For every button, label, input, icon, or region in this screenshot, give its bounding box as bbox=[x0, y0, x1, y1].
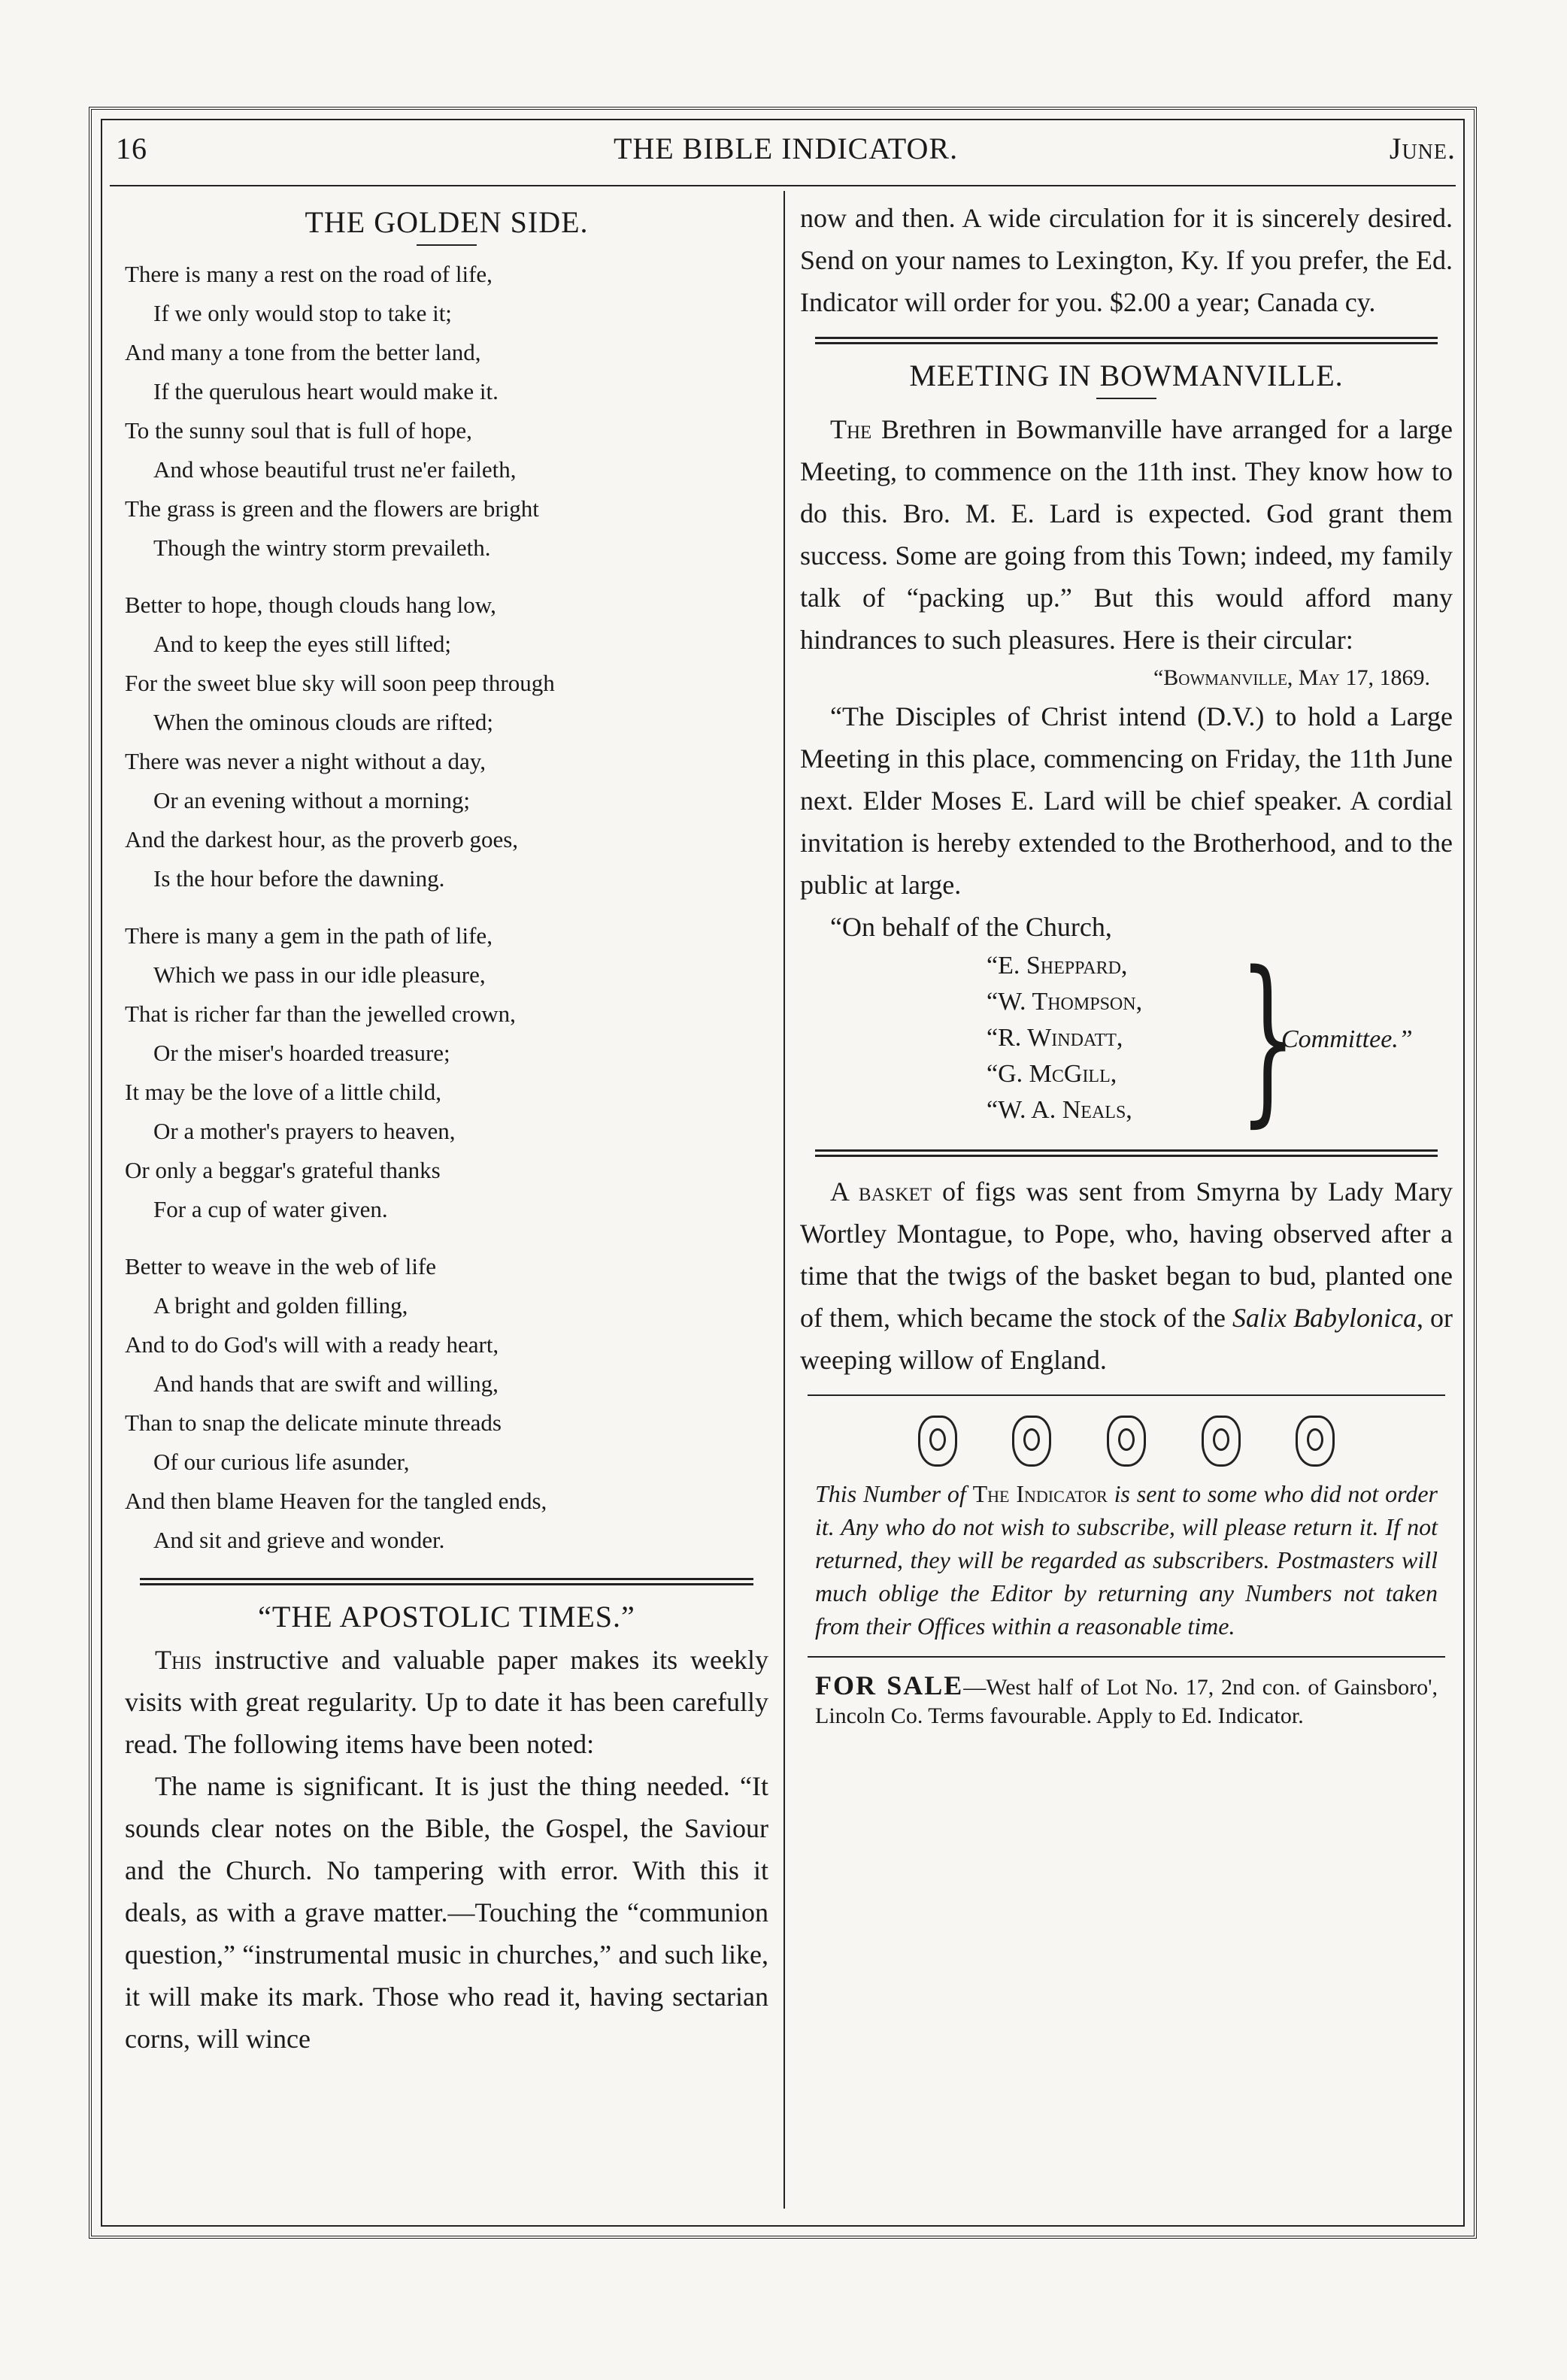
drop-word: The bbox=[830, 414, 872, 444]
brace-icon: } bbox=[1239, 933, 1297, 1143]
meeting-paragraph bbox=[800, 408, 1453, 661]
continuation-text: now and then. A wide circulation for it is sincerely desired. Send on your names to Lexington, Ky. If you prefer, the Ed. Indicator will order for you. $2.00 a year; Canada cy. bbox=[800, 203, 1453, 317]
meeting-title: MEETING IN BOWMANVILLE. bbox=[909, 359, 1344, 392]
page-frame bbox=[89, 107, 1477, 2239]
for-sale-ad bbox=[800, 1671, 1453, 1730]
left-column bbox=[125, 197, 768, 2060]
title-rule bbox=[1096, 398, 1156, 399]
poem-line: And many a tone from the better land, bbox=[125, 339, 481, 365]
committee-signatures bbox=[800, 933, 1453, 1143]
poem-line: And to do God's will with a ready heart, bbox=[125, 1331, 499, 1358]
column-divider bbox=[784, 191, 785, 2209]
poem-line: Which we pass in our idle pleasure, bbox=[153, 961, 486, 988]
poem-line: If the querulous heart would make it. bbox=[153, 378, 499, 404]
poem-body bbox=[125, 255, 768, 1560]
hand-bell-icon bbox=[1107, 1416, 1146, 1467]
poem-line: And then blame Heaven for the tangled ends, bbox=[125, 1488, 547, 1514]
hand-bell-icon bbox=[1296, 1416, 1335, 1467]
drop-word: A basket bbox=[830, 1176, 932, 1207]
ad-text: —West half of Lot No. 17, 2nd con. of Gainsboro', Lincoln Co. Terms favourable. Apply to Ed. Indicator. bbox=[815, 1675, 1438, 1728]
poem-title: THE GOLDEN SIDE. bbox=[305, 205, 589, 239]
figs-paragraph bbox=[800, 1170, 1453, 1381]
poem-line: For the sweet blue sky will soon peep through bbox=[125, 670, 555, 696]
page-number: 16 bbox=[116, 132, 147, 165]
apostolic-title: “THE APOSTOLIC TIMES.” bbox=[258, 1600, 635, 1634]
committee-member: “W. A. Neals, bbox=[987, 1096, 1132, 1124]
notice-text: This Number of bbox=[815, 1480, 973, 1507]
right-column bbox=[800, 197, 1453, 1730]
poem-line: A bright and golden filling, bbox=[153, 1292, 408, 1319]
poem-line: When the ominous clouds are rifted; bbox=[153, 709, 493, 735]
committee-names bbox=[987, 948, 1142, 1128]
paragraph-tail: , or weeping willow of England. bbox=[800, 1303, 1453, 1375]
poem-line: And to keep the eyes still lifted; bbox=[153, 631, 452, 657]
poem-line: Of our curious life asunder, bbox=[153, 1449, 410, 1475]
section-divider bbox=[140, 1578, 753, 1585]
poem-line: There is many a gem in the path of life, bbox=[125, 922, 493, 949]
title-rule bbox=[417, 244, 477, 246]
poem-stanza bbox=[125, 586, 768, 898]
apostolic-paragraph-1 bbox=[125, 1639, 768, 1765]
circular-text: “The Disciples of Christ intend (D.V.) to hold a Large Meeting in this place, commencing on Friday, the 11th June next. Elder Moses E. Lard will be chief speaker. A cordial invitation is hereby extended to the Brotherhood, and to the public at large. bbox=[800, 701, 1453, 900]
poem-line: Is the hour before the dawning. bbox=[153, 865, 445, 892]
header-rule bbox=[110, 185, 1456, 186]
ad-heading: FOR SALE bbox=[815, 1670, 964, 1700]
notice-text: is sent to some who did not order it. Any who do not wish to subscribe, will please return it. If not returned, they will be regarded as subscribers. Postmasters will much oblige the Editor by returning any Numbers not taken from their Offices within a reasonable time. bbox=[815, 1480, 1438, 1640]
committee-label: Committee.” bbox=[1281, 1025, 1413, 1053]
figs-item bbox=[800, 1170, 1453, 1381]
poem-line: And whose beautiful trust ne'er faileth, bbox=[153, 456, 517, 483]
poem-line: And hands that are swift and willing, bbox=[153, 1370, 499, 1397]
hand-bell-icon bbox=[1202, 1416, 1241, 1467]
poem-line: Though the wintry storm prevaileth. bbox=[153, 534, 491, 561]
circular-behalf: “On behalf of the Church, bbox=[830, 912, 1112, 942]
poem-line: That is richer far than the jewelled crown, bbox=[125, 1001, 516, 1027]
poem-line: To the sunny soul that is full of hope, bbox=[125, 417, 472, 444]
poem-line: Or only a beggar's grateful thanks bbox=[125, 1157, 441, 1183]
apostolic-continuation bbox=[800, 197, 1453, 323]
apostolic-body bbox=[125, 1639, 768, 2060]
subscriber-notice bbox=[800, 1477, 1453, 1643]
poem-line: Than to snap the delicate minute threads bbox=[125, 1410, 502, 1436]
circular-body bbox=[800, 695, 1453, 948]
notice-name: The Indicator bbox=[972, 1480, 1108, 1507]
hand-bell-icon bbox=[1012, 1416, 1051, 1467]
poem-line: There was never a night without a day, bbox=[125, 748, 486, 774]
apostolic-paragraph-2: The name is significant. It is just the thing needed. “It sounds clear notes on the Bible, the Gospel, the Saviour and the Church. No tampering with error. With this it deals, as with a grave matter.—Touching the “communion question,” “instrumental music in churches,” and such like, it will make its mark. Those who read it, having sectarian corns, will wince bbox=[125, 1771, 768, 2054]
paragraph-text: instructive and valuable paper makes its weekly visits with great regularity. Up to date it has been carefully read. The following items have been noted: bbox=[125, 1645, 768, 1759]
committee-member: “W. Thompson, bbox=[987, 988, 1143, 1016]
latin-name: Salix Babylonica bbox=[1232, 1303, 1417, 1333]
paragraph-text: Brethren in Bowmanville have arranged for a large Meeting, to commence on the 11th inst. They know how to do this. Bro. M. E. Lard is expected. God grant them success. Some are going from this Town; indeed, my family talk of “packing up.” But this would afford many hindrances to such pleasures. Here is their circular: bbox=[800, 414, 1453, 655]
paragraph-text: of figs was sent from Smyrna by Lady Mary Wortley Montague, to Pope, who, having observed after a time that the twigs of the basket began to bud, planted one of them, which became the stock of the bbox=[800, 1176, 1453, 1333]
poem-line: If we only would stop to take it; bbox=[153, 300, 452, 326]
poem-line: Or the miser's hoarded treasure; bbox=[153, 1040, 450, 1066]
poem-line: Better to weave in the web of life bbox=[125, 1253, 437, 1279]
poem-line: There is many a rest on the road of life, bbox=[125, 261, 493, 287]
committee-member: “E. Sheppard, bbox=[987, 952, 1128, 980]
drop-word: This bbox=[155, 1645, 202, 1675]
publication-title: THE BIBLE INDICATOR. bbox=[613, 132, 959, 165]
ornament-row bbox=[800, 1416, 1453, 1467]
issue-month: June. bbox=[1389, 132, 1456, 165]
meeting-body bbox=[800, 408, 1453, 661]
poem-line: Better to hope, though clouds hang low, bbox=[125, 592, 496, 618]
committee-member: “G. McGill, bbox=[987, 1060, 1117, 1088]
circular-dateline: “Bowmanville, May 17, 1869. bbox=[1153, 665, 1430, 690]
poem-line: Or a mother's prayers to heaven, bbox=[153, 1118, 456, 1144]
poem-line: Or an evening without a morning; bbox=[153, 787, 470, 813]
committee-member: “R. Windatt, bbox=[987, 1024, 1123, 1052]
poem-line: And sit and grieve and wonder. bbox=[153, 1527, 445, 1553]
poem-stanza bbox=[125, 1247, 768, 1560]
poem-line: The grass is green and the flowers are bright bbox=[125, 495, 539, 522]
section-divider bbox=[815, 337, 1438, 344]
section-divider bbox=[808, 1394, 1445, 1396]
poem-line: And the darkest hour, as the proverb goes, bbox=[125, 826, 519, 852]
poem-stanza bbox=[125, 255, 768, 568]
hand-bell-icon bbox=[918, 1416, 957, 1467]
page-header bbox=[116, 131, 1456, 173]
poem-line: For a cup of water given. bbox=[153, 1196, 388, 1222]
section-divider bbox=[815, 1149, 1438, 1157]
poem-stanza bbox=[125, 916, 768, 1229]
poem-line: It may be the love of a little child, bbox=[125, 1079, 441, 1105]
section-divider bbox=[808, 1656, 1445, 1658]
